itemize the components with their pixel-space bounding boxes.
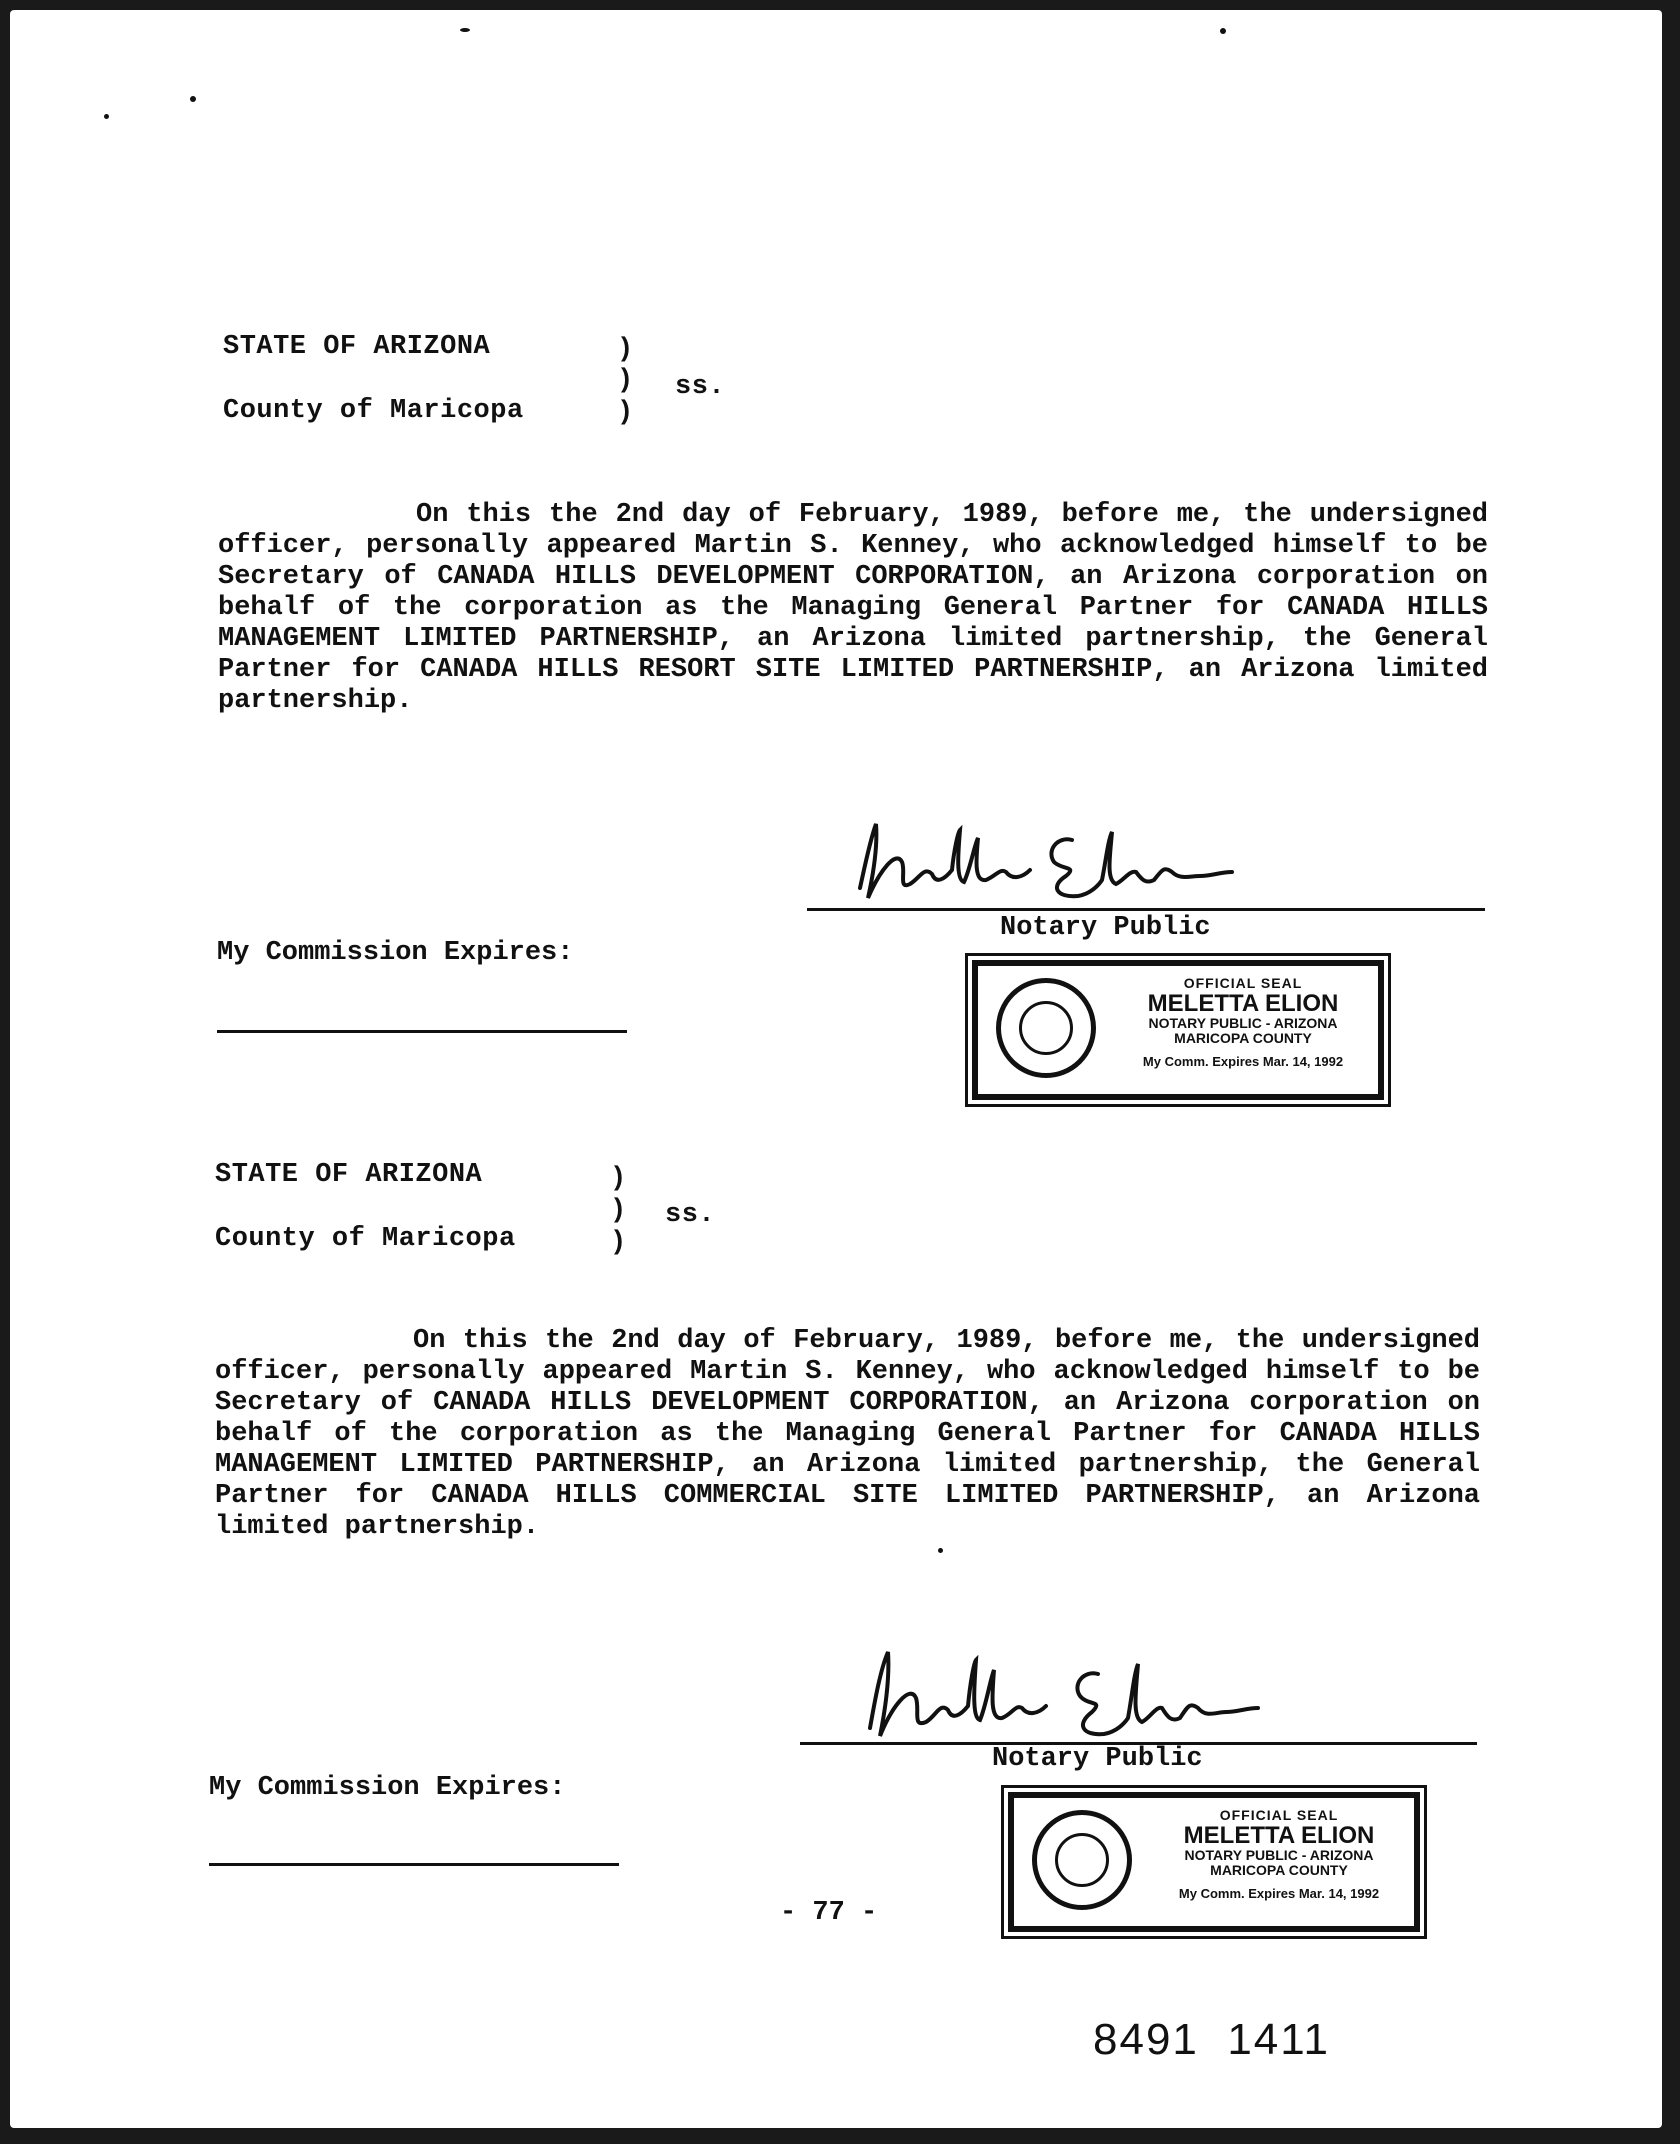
ss-label: ss. [675,372,726,402]
notary-signature-line [807,908,1485,911]
bracket-paren: ) [617,335,634,365]
seal-name: MELETTA ELION [1147,989,1339,1017]
page-number: - 77 - [780,1898,878,1928]
bracket-paren: ) [617,366,634,396]
arizona-seal-emblem-icon [1032,1810,1132,1910]
notary-seal [1008,1792,1420,1932]
seal-line: MARICOPA COUNTY [1174,1029,1312,1046]
commission-expires-line [217,1030,627,1033]
notary-seal [972,960,1384,1100]
scan-speck [938,1548,943,1553]
seal-expiry: My Comm. Expires Mar. 14, 1992 [1178,1886,1380,1902]
seal-expiry: My Comm. Expires Mar. 14, 1992 [1142,1054,1344,1070]
seal-line: NOTARY PUBLIC - ARIZONA [1148,1014,1338,1031]
seal-line: OFFICIAL SEAL [1219,1807,1339,1823]
notary-public-label: Notary Public [992,1744,1203,1774]
arizona-seal-emblem-icon [996,978,1096,1078]
commission-expires-label: My Commission Expires: [217,938,574,968]
acknowledgment-text: On this the 2nd day of February, 1989, before me, the undersigned officer, personally appeared Martin S. Kenney, who acknowledged himself to be Secretary of CANADA HILLS DEVELOPMENT CORPORATION, an Arizona corporation on behalf of the corporation as the Managing General Partner for CANADA HILLS MANAGEMENT LIMITED PARTNERSHIP, an Arizona limited partnership, the General Partner for CANADA HILLS COMMERCIAL SITE LIMITED PARTNERSHIP, an Arizona limited partnership. [215,1326,1480,1542]
seal-line: MARICOPA COUNTY [1210,1861,1348,1878]
commission-expires-line [209,1863,619,1866]
seal-line: OFFICIAL SEAL [1183,975,1303,991]
bracket-paren: ) [617,398,634,428]
scan-speck [104,114,109,119]
county-label: County of Maricopa [223,396,524,426]
seal-text [1118,976,1368,1069]
ss-label: ss. [665,1200,716,1230]
bracket-paren: ) [610,1228,627,1258]
acknowledgment-body [218,500,1488,717]
seal-name: MELETTA ELION [1183,1821,1375,1849]
notary-public-label: Notary Public [1000,913,1211,943]
bracket-paren: ) [610,1164,627,1194]
county-label: County of Maricopa [215,1224,516,1254]
scan-speck [460,28,470,32]
notary-signature [840,810,1300,920]
acknowledgment-text: On this the 2nd day of February, 1989, before me, the undersigned officer, personally appeared Martin S. Kenney, who acknowledged himself to be Secretary of CANADA HILLS DEVELOPMENT CORPORATION, an Arizona corporation on behalf of the corporation as the Managing General Partner for CANADA HILLS MANAGEMENT LIMITED PARTNERSHIP, an Arizona limited partnership, the General Partner for CANADA HILLS RESORT SITE LIMITED PARTNERSHIP, an Arizona limited partnership. [218,500,1488,716]
commission-expires-label: My Commission Expires: [209,1773,566,1803]
bracket-paren: ) [610,1196,627,1226]
state-label: STATE OF ARIZONA [223,332,491,362]
document-page [10,10,1662,2128]
scan-speck [1220,28,1226,34]
acknowledgment-body [215,1326,1480,1543]
seal-text [1154,1808,1404,1901]
document-number: 8491 1411 [1093,2015,1330,2064]
state-label: STATE OF ARIZONA [215,1160,483,1190]
seal-line: NOTARY PUBLIC - ARIZONA [1184,1846,1374,1863]
scan-speck [190,96,196,102]
